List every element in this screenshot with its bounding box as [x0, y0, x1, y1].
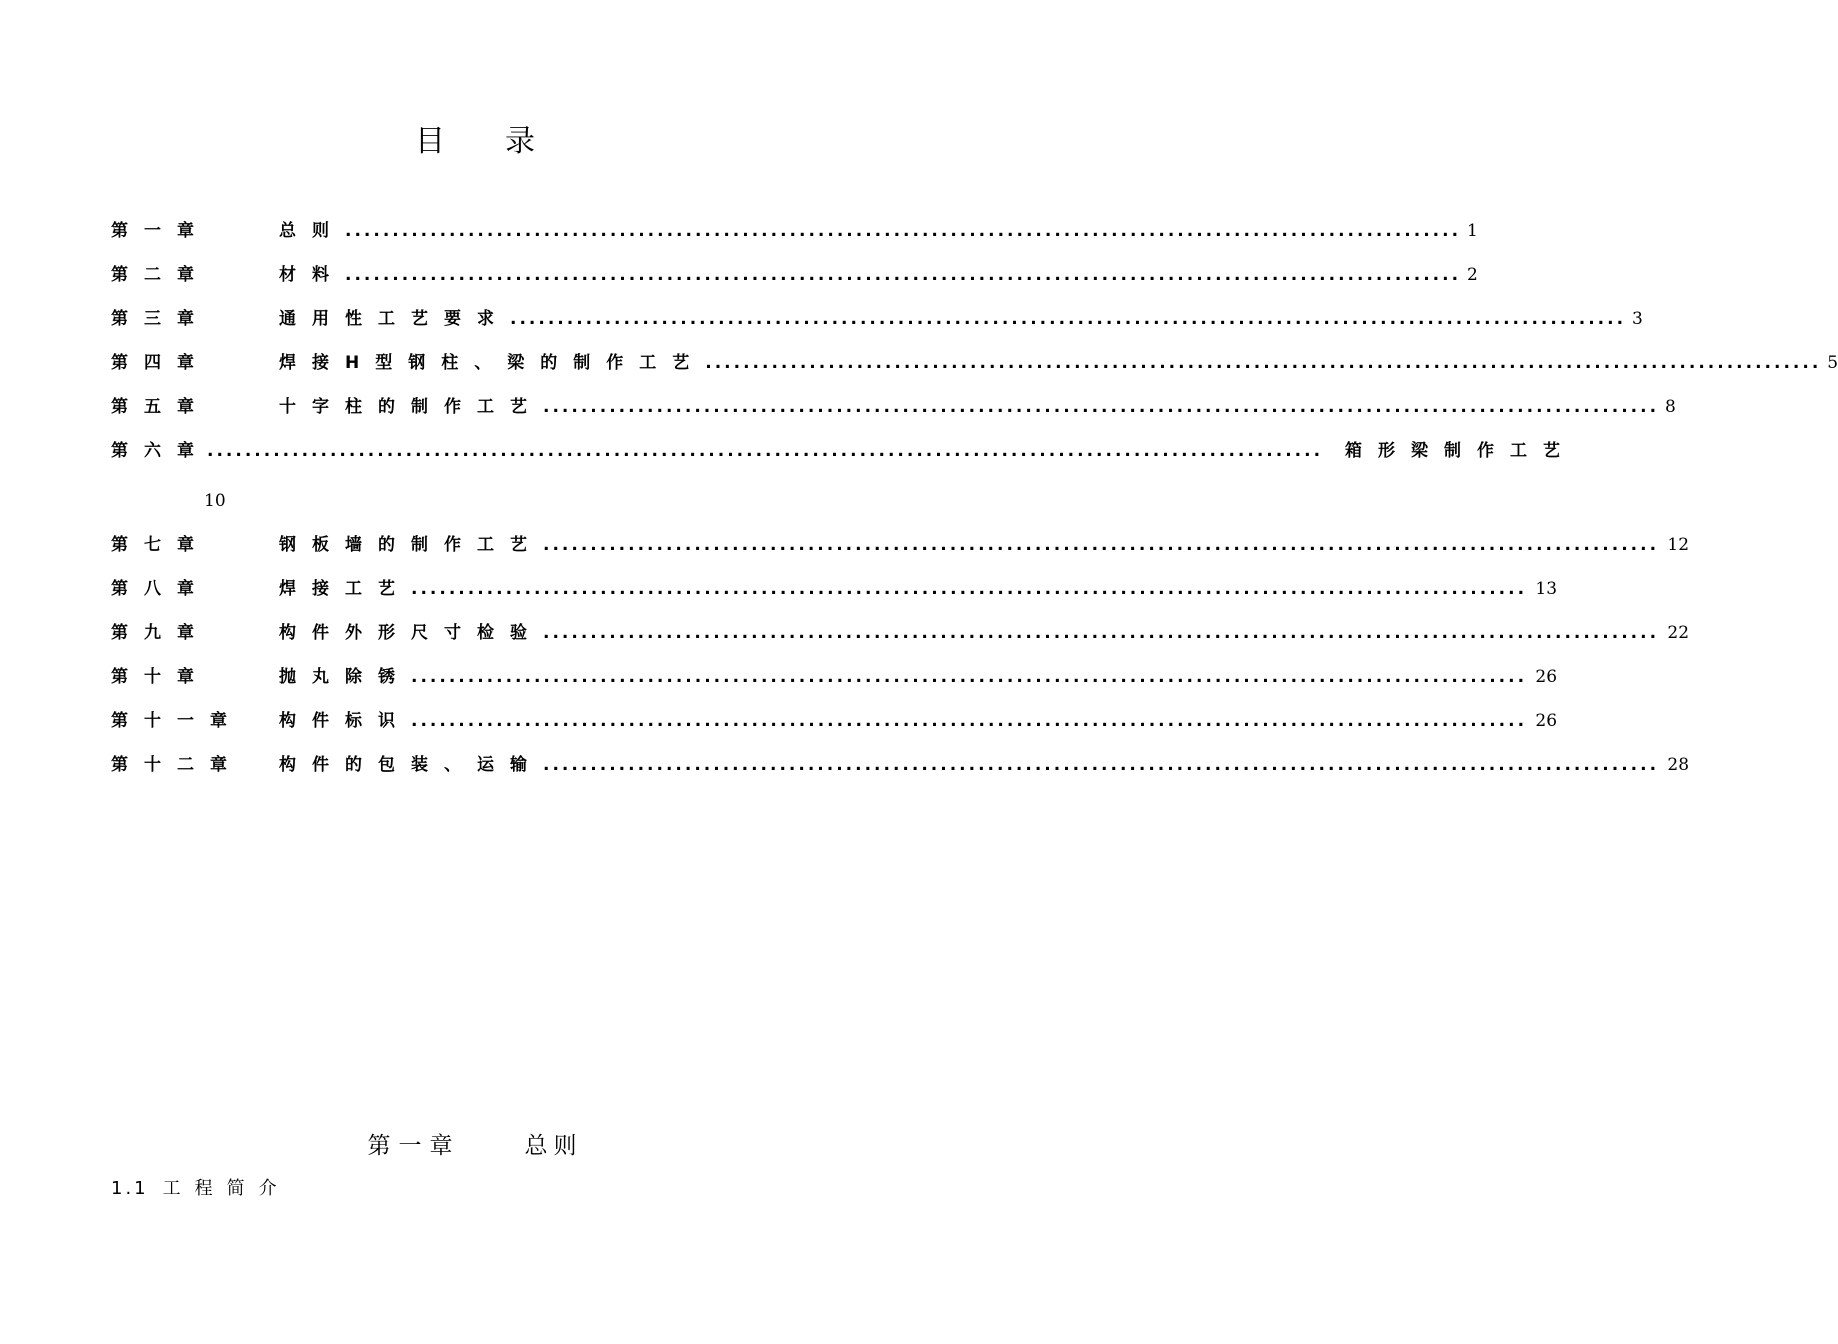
- toc-chapter-label: 第二章: [111, 265, 210, 285]
- toc-page-number: 8: [1665, 397, 1676, 417]
- toc-chapter-label: 第五章: [111, 397, 210, 417]
- toc-page-number: 13: [1535, 579, 1558, 599]
- toc-page-number: 22: [1667, 623, 1690, 643]
- toc-entry-name: 构件的包装、运输: [279, 755, 543, 775]
- toc-leader-dots: ......................................................................................................................: [345, 221, 1462, 241]
- toc-chapter-label: 第六章: [111, 441, 210, 461]
- toc-page-number: 12: [1667, 535, 1690, 555]
- toc-entry-name: 钢板墙的制作工艺: [279, 535, 543, 555]
- toc-page-number: 3: [1632, 309, 1643, 329]
- toc-entry[interactable]: [111, 662, 1558, 692]
- toc-entry-name: 通用性工艺要求: [279, 309, 510, 329]
- toc-leader-dots: ......................................................................................................................: [543, 623, 1660, 643]
- toc-page-number: 2: [1467, 265, 1478, 285]
- toc-entry-name: 构件标识: [279, 711, 411, 731]
- toc-entry[interactable]: [111, 530, 1690, 560]
- toc-entry-name: 总则: [279, 221, 345, 241]
- toc-entry[interactable]: [111, 392, 1676, 422]
- section-title: 工程简介: [162, 1178, 291, 1199]
- toc-leader-dots: ......................................................................................................................: [411, 711, 1528, 731]
- toc-leader-dots: ......................................................................................................................: [543, 397, 1660, 417]
- toc-chapter-label: 第十章: [111, 667, 210, 687]
- toc-page-number: 1: [1467, 221, 1478, 241]
- toc-chapter-label: 第一章: [111, 221, 210, 241]
- toc-chapter-label: 第九章: [111, 623, 210, 643]
- toc-entry[interactable]: [111, 348, 1838, 378]
- toc-chapter-label: 第七章: [111, 535, 210, 555]
- toc-leader-dots: ......................................................................................................................: [705, 353, 1822, 373]
- toc-leader-dots: ......................................................................................................................: [207, 441, 1324, 461]
- toc-entry[interactable]: [111, 750, 1690, 780]
- toc-entry[interactable]: [111, 436, 1577, 466]
- toc-leader-dots: ......................................................................................................................: [543, 755, 1660, 775]
- toc-entry-name: 抛丸除锈: [279, 667, 411, 687]
- section-heading: [111, 1174, 291, 1204]
- toc-chapter-label: 第四章: [111, 353, 210, 373]
- toc-entry-name: 构件外形尺寸检验: [279, 623, 543, 643]
- toc-page-number: 10: [204, 491, 226, 511]
- toc-entry-name: 焊接工艺: [279, 579, 411, 599]
- toc-entry-name: 材料: [279, 265, 345, 285]
- toc-entry-name: 焊接H型钢柱、梁的制作工艺: [279, 353, 706, 373]
- chapter-heading: [0, 1128, 950, 1164]
- toc-chapter-label: 第三章: [111, 309, 210, 329]
- toc-page-number: 26: [1535, 711, 1558, 731]
- toc-leader-dots: ......................................................................................................................: [345, 265, 1462, 285]
- toc-leader-dots: ......................................................................................................................: [543, 535, 1660, 555]
- toc-leader-dots: ......................................................................................................................: [411, 579, 1528, 599]
- toc-leader-dots: ......................................................................................................................: [510, 309, 1627, 329]
- toc-entry[interactable]: [111, 304, 1643, 334]
- toc-title: 目录: [415, 124, 595, 159]
- chapter-title: 总则: [524, 1133, 583, 1159]
- toc-entry-name: 箱形梁制作工艺: [1345, 441, 1577, 461]
- toc-chapter-label: 第十一章: [111, 711, 243, 731]
- toc-chapter-label: 第十二章: [111, 755, 243, 775]
- toc-chapter-label: 第八章: [111, 579, 210, 599]
- toc-entry-name: 十字柱的制作工艺: [279, 397, 543, 417]
- toc-leader-dots: ......................................................................................................................: [411, 667, 1528, 687]
- toc-entry[interactable]: [111, 260, 1478, 290]
- toc-entry[interactable]: [111, 618, 1690, 648]
- toc-entry[interactable]: [111, 216, 1478, 246]
- toc-page-number: 28: [1667, 755, 1690, 775]
- section-number: 1.1: [111, 1178, 149, 1199]
- toc-entry[interactable]: [111, 706, 1558, 736]
- toc-entry[interactable]: [111, 574, 1558, 604]
- toc-page-number: 26: [1535, 667, 1558, 687]
- chapter-number: 第一章: [367, 1133, 461, 1159]
- toc-page-number: 5: [1827, 353, 1838, 373]
